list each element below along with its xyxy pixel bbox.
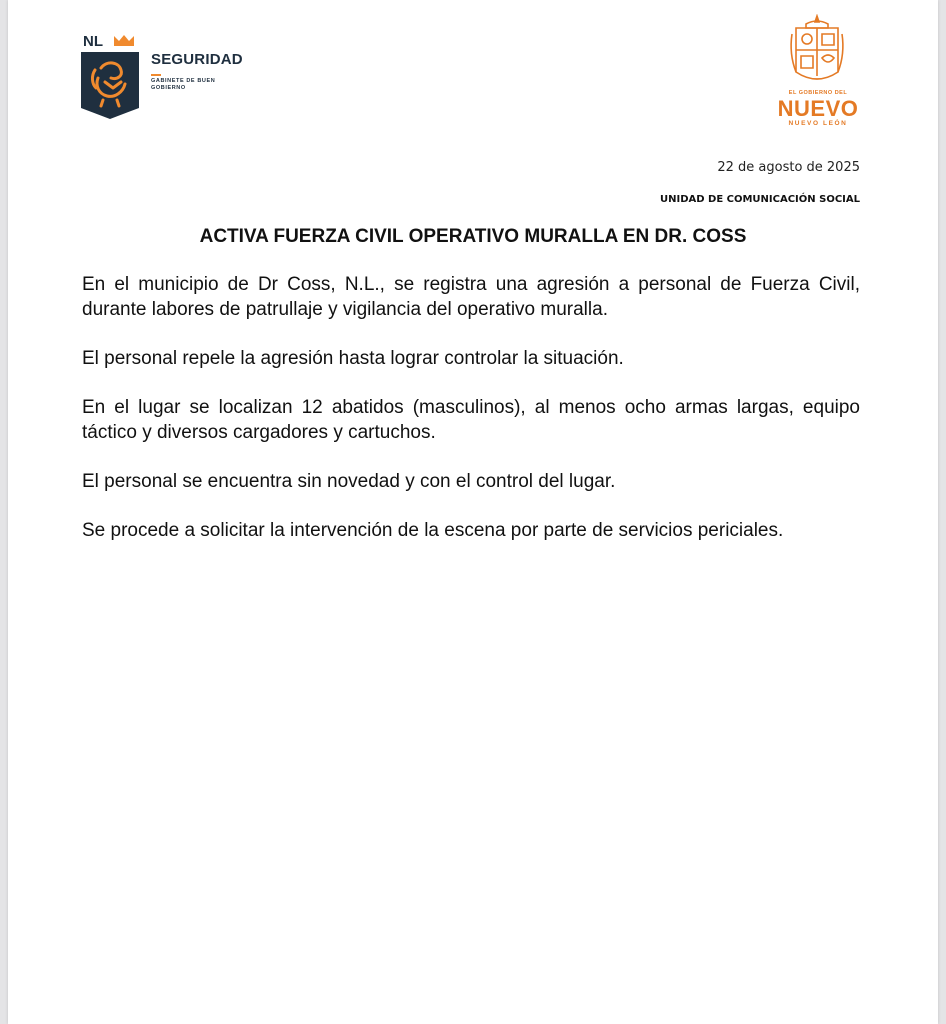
issuing-unit: UNIDAD DE COMUNICACIÓN SOCIAL (659, 194, 860, 205)
coat-of-arms-icon (788, 14, 846, 88)
lion-shield-icon (81, 30, 143, 120)
body-paragraph: Se procede a solicitar la intervención de la escena por parte de servicios periciales. (82, 520, 784, 541)
body-paragraph: En el municipio de Dr Coss, N.L., se registra una agresión a personal de Fuerza Civil, durante labores de patrullaje y vigilancia del operativo muralla. (82, 274, 860, 320)
svg-text:NL: NL (83, 33, 103, 50)
body-paragraph: El personal repele la agresión hasta lograr controlar la situación. (82, 348, 624, 369)
seguridad-title: SEGURIDAD (151, 51, 243, 68)
body-paragraph: El personal se encuentra sin novedad y con el control del lugar. (82, 471, 616, 492)
body-paragraph: En el lugar se localizan 12 abatidos (masculinos), al menos ocho armas largas, equipo táctico y diversos cargadores y cartuchos. (82, 397, 860, 443)
seguridad-subtitle: GABINETE DE BUEN GOBIERNO (151, 78, 216, 91)
page-title: ACTIVA FUERZA CIVIL OPERATIVO MURALLA EN DR. COSS (199, 226, 747, 247)
gobierno-nuevo-text: NUEVO (777, 96, 859, 121)
logo-accent-rule (151, 74, 161, 76)
gobierno-small-text: EL GOBIERNO DEL (788, 90, 848, 96)
nuevo-leon-logo (768, 14, 868, 132)
gobierno-state-text: NUEVO LEÓN (788, 120, 848, 127)
press-release-body (82, 272, 860, 567)
document-page (8, 0, 938, 1024)
seguridad-logo (81, 30, 281, 122)
release-date: 22 de agosto de 2025 (717, 160, 860, 175)
